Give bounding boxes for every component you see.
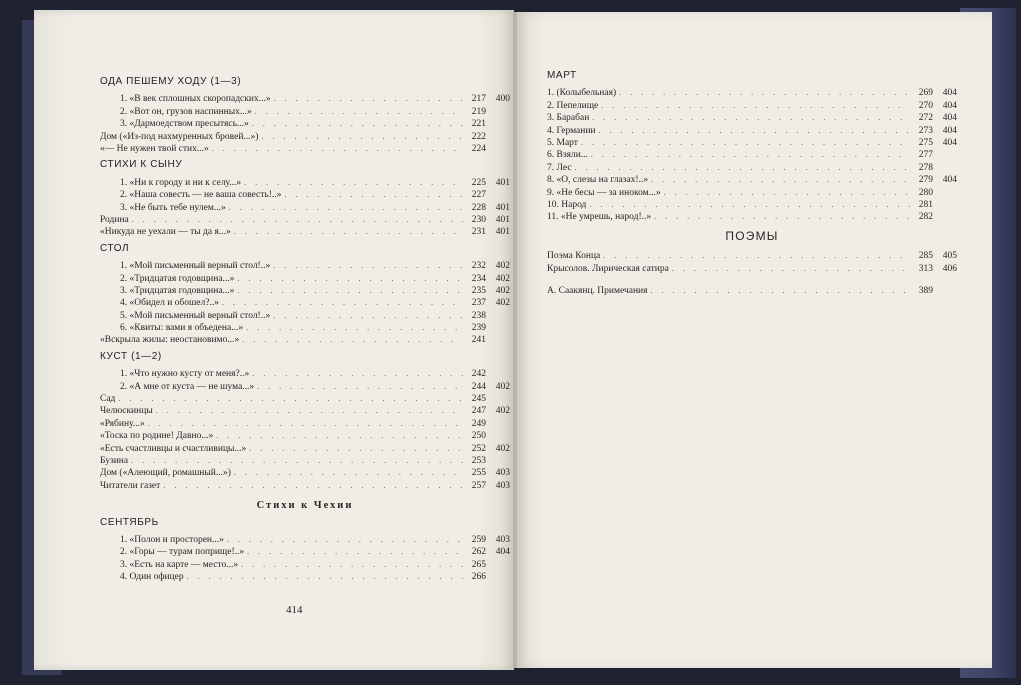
dot-leader: [187, 571, 463, 583]
dot-leader: [148, 418, 463, 430]
page-ref: 266: [471, 572, 486, 583]
notes-page-ref: 404: [942, 113, 957, 124]
page-ref: 225: [471, 177, 486, 188]
notes-page-ref: 402: [495, 406, 510, 417]
entry-title: Крысолов. Лирическая сатира: [547, 263, 669, 274]
dot-leader: [664, 187, 910, 199]
toc-entry: [100, 480, 510, 492]
entry-title: 4. «Обидел и обошел?..»: [120, 298, 219, 309]
entry-title: 2. Пепелище: [547, 100, 599, 111]
dot-leader: [237, 273, 463, 285]
page-ref: 253: [471, 456, 486, 466]
notes-page-ref: 403: [495, 468, 510, 479]
page-ref: 230: [471, 214, 486, 225]
toc-entry: [100, 189, 510, 201]
notes-page-ref: 406: [942, 263, 957, 274]
page-ref: 237: [471, 298, 486, 309]
toc-entry: [547, 211, 957, 223]
page-ref: 227: [471, 190, 486, 201]
notes-page-ref: 404: [495, 547, 510, 558]
entry-title: Поэма Конца: [547, 251, 601, 262]
page-ref: 278: [918, 162, 933, 173]
dot-leader: [241, 559, 463, 571]
toc-entry: [100, 559, 510, 571]
dot-leader: [575, 162, 910, 174]
entry-title: «Рябину...»: [100, 418, 145, 429]
toc-entry: [100, 571, 510, 583]
notes-page-ref: 404: [942, 88, 957, 99]
page-ref: 219: [471, 106, 486, 117]
page-ref: 272: [918, 113, 933, 124]
page-ref: 282: [918, 212, 933, 223]
toc-entry: [547, 149, 957, 161]
page-ref: 270: [918, 100, 933, 111]
left-contents-column: [100, 72, 510, 584]
notes-page-ref: 404: [942, 100, 957, 111]
notes-page-ref: 402: [495, 381, 510, 392]
dot-leader: [672, 263, 910, 275]
entry-title: 2. «А мне от куста — не шума...»: [120, 381, 255, 392]
toc-entry: [100, 260, 510, 272]
dot-leader: [244, 177, 463, 189]
page-ref: 313: [918, 263, 933, 274]
dot-leader: [273, 310, 463, 322]
notes-page-ref: 403: [495, 480, 510, 491]
toc-entry: [547, 162, 957, 174]
entry-title: 10. Народ: [547, 199, 587, 210]
page-ref: 275: [918, 137, 933, 148]
toc-entry: [100, 131, 510, 143]
left-page: [34, 10, 514, 670]
notes-page-ref: 404: [942, 125, 957, 136]
dot-leader: [131, 455, 463, 467]
toc-entry: [100, 546, 510, 558]
entry-title: «Вскрыла жилы: неостановимо...»: [100, 335, 240, 346]
dot-leader: [212, 143, 463, 155]
page-ref: 262: [471, 547, 486, 558]
entry-title: 2. «Вот он, грузов наспинных...»: [120, 106, 252, 117]
dot-leader: [242, 334, 463, 346]
dot-leader: [252, 368, 463, 380]
toc-entry: [100, 214, 510, 226]
toc-entry: [547, 174, 957, 186]
toc-entry: [100, 143, 510, 155]
notes-page-ref: 401: [495, 202, 510, 213]
dot-leader: [246, 322, 463, 334]
entry-title: 3. «Есть на карте — место...»: [120, 559, 239, 570]
toc-entry: [547, 285, 957, 297]
notes-page-ref: 402: [495, 273, 510, 284]
section-heading: СТИХИ К СЫНУ: [100, 159, 183, 171]
toc-entry: [100, 334, 510, 346]
entry-title: Дом («Алеющий, ромашный...»): [100, 468, 231, 479]
dot-leader: [589, 199, 910, 211]
page-ref: 273: [918, 125, 933, 136]
dot-leader: [216, 430, 463, 442]
dot-leader: [163, 480, 463, 492]
entry-title: Челюскинцы: [100, 406, 153, 417]
entry-title: 1. «Ни к городу и ни к селу...»: [120, 177, 242, 188]
section-heading: МАРТ: [547, 70, 577, 81]
section-heading: СТОЛ: [100, 242, 130, 254]
notes-page-ref: 402: [495, 285, 510, 296]
page-ref: 222: [471, 131, 486, 142]
page-ref: 241: [471, 335, 486, 346]
page-ref: 279: [918, 175, 933, 186]
toc-entry: [547, 125, 957, 137]
toc-entry: [547, 250, 957, 262]
dot-leader: [261, 131, 463, 143]
notes-page-ref: 403: [495, 534, 510, 545]
dot-leader: [227, 534, 463, 546]
toc-entry: [100, 297, 510, 309]
page-ref: 255: [471, 468, 486, 479]
page-ref: 221: [471, 119, 486, 130]
entry-title: Родина: [100, 214, 129, 225]
page-ref: 249: [471, 418, 486, 429]
section-gap: [547, 275, 957, 285]
toc-entry: [547, 187, 957, 199]
toc-entry: [100, 455, 510, 467]
page-ref: 389: [918, 285, 933, 296]
page-ref: 259: [471, 534, 486, 545]
notes-page-ref: 402: [495, 298, 510, 309]
toc-entry: [100, 418, 510, 430]
toc-entry: [100, 430, 510, 442]
entry-title: 5. Март: [547, 137, 578, 148]
toc-entry: [547, 112, 957, 124]
toc-entry: [547, 199, 957, 211]
dot-leader: [619, 87, 910, 99]
dot-leader: [284, 189, 463, 201]
section-heading: Стихи к Чехии: [256, 500, 354, 512]
toc-entry: [100, 310, 510, 322]
notes-page-ref: 400: [495, 94, 510, 105]
entry-title: 2. «Тридцатая годовщина...»: [120, 273, 235, 284]
right-contents-column: [547, 66, 957, 297]
page-ref: 232: [471, 261, 486, 272]
page-ref: 245: [471, 394, 486, 405]
dot-leader: [601, 100, 910, 112]
dot-leader: [654, 211, 910, 223]
dot-leader: [249, 443, 463, 455]
toc-entry: [100, 106, 510, 118]
dot-leader: [592, 112, 910, 124]
toc-entry: [547, 137, 957, 149]
page-ref: 244: [471, 381, 486, 392]
entry-title: 3. «Дармоедством пресытясь...»: [120, 119, 249, 130]
notes-page-ref: 401: [495, 177, 510, 188]
entry-title: 1. «Мой письменный верный стол!..»: [120, 261, 271, 272]
notes-page-ref: 402: [495, 261, 510, 272]
page-ref: 257: [471, 480, 486, 491]
toc-entry: [100, 467, 510, 479]
dot-leader: [234, 467, 463, 479]
page-ref: 277: [918, 150, 933, 161]
section-heading: КУСТ (1—2): [100, 350, 162, 362]
dot-leader: [591, 149, 910, 161]
entry-title: 2. «Горы — турам поприще!..»: [120, 547, 245, 558]
right-page: [517, 12, 992, 668]
entry-title: 3. «Тридцатая годовщина...»: [120, 285, 235, 296]
entry-title: «Есть счастливцы и счастливицы...»: [100, 443, 247, 454]
toc-entry: [100, 405, 510, 417]
toc-entry: [547, 100, 957, 112]
entry-title: 1. «В век сплошных скоропадских...»: [120, 94, 271, 105]
entry-title: Бузина: [100, 456, 129, 466]
page-ref: 280: [918, 187, 933, 198]
entry-title: «Никуда не уехали — ты да я...»: [100, 227, 231, 238]
toc-entry: [100, 368, 510, 380]
entry-title: «— Не нужен твой стих...»: [100, 143, 209, 154]
entry-title: 1. «Полон и просторен...»: [120, 534, 224, 545]
entry-title: 7. Лес: [547, 162, 572, 173]
notes-page-ref: 402: [495, 443, 510, 454]
page-ref: 231: [471, 227, 486, 238]
toc-entry: [100, 534, 510, 546]
entry-title: 9. «Не бесы — за иноком...»: [547, 187, 661, 198]
dot-leader: [222, 297, 463, 309]
entry-title: 4. Германии: [547, 125, 596, 136]
page-ref: 238: [471, 310, 486, 321]
notes-page-ref: 401: [495, 227, 510, 238]
section-heading: ОДА ПЕШЕМУ ХОДУ (1—3): [100, 76, 242, 87]
entry-title: 1. (Колыбельная): [547, 88, 617, 99]
entry-title: 6. Взяли...: [547, 150, 588, 161]
notes-page-ref: 405: [942, 251, 957, 262]
entry-title: 3. «Не быть тебе нулем...»: [120, 202, 226, 213]
notes-page-ref: 404: [942, 137, 957, 148]
page-ref: 239: [471, 323, 486, 334]
dot-leader: [603, 250, 910, 262]
page-ref: 224: [471, 143, 486, 154]
toc-entry: [100, 285, 510, 297]
toc-entry: [100, 381, 510, 393]
toc-entry: [547, 263, 957, 275]
page-ref: 247: [471, 406, 486, 417]
section-heading: СЕНТЯБРЬ: [100, 516, 159, 528]
dot-leader: [234, 226, 463, 238]
dot-leader: [273, 260, 463, 272]
page-number: 414: [286, 604, 303, 616]
toc-entry: [100, 322, 510, 334]
entry-title: Дом («Из-под нахмуренных бровей...»): [100, 131, 259, 142]
toc-entry: [100, 118, 510, 130]
dot-leader: [274, 93, 463, 105]
page-ref: 265: [471, 559, 486, 570]
entry-title: «Тоска по родине! Давно...»: [100, 431, 214, 442]
page-ref: 252: [471, 443, 486, 454]
entry-title: Сад: [100, 394, 116, 405]
dot-leader: [651, 174, 910, 186]
toc-entry: [100, 443, 510, 455]
dot-leader: [229, 202, 463, 214]
toc-entry: [100, 93, 510, 105]
dot-leader: [156, 405, 463, 417]
toc-entry: [547, 87, 957, 99]
dot-leader: [255, 106, 463, 118]
dot-leader: [581, 137, 910, 149]
dot-leader: [252, 118, 463, 130]
page-ref: 228: [471, 202, 486, 213]
dot-leader: [257, 381, 463, 393]
dot-leader: [118, 393, 463, 405]
page-ref: 285: [918, 251, 933, 262]
page-ref: 217: [471, 94, 486, 105]
entry-title: А. Саакянц. Примечания: [547, 285, 648, 296]
section-heading: ПОЭМЫ: [725, 228, 779, 243]
entry-title: 3. Барабан: [547, 113, 590, 124]
dot-leader: [132, 214, 463, 226]
page-ref: 281: [918, 199, 933, 210]
page-ref: 250: [471, 431, 486, 442]
entry-title: Читатели газет: [100, 480, 161, 491]
entry-title: 5. «Мой письменный верный стол!..»: [120, 310, 271, 321]
dot-leader: [247, 546, 463, 558]
page-ref: 242: [471, 369, 486, 380]
entry-title: 6. «Квиты: вами я объедена...»: [120, 323, 244, 334]
dot-leader: [599, 125, 910, 137]
entry-title: 4. Один офицер: [120, 572, 184, 583]
page-ref: 235: [471, 285, 486, 296]
toc-entry: [100, 177, 510, 189]
toc-entry: [100, 393, 510, 405]
entry-title: 11. «Не умрешь, народ!..»: [547, 212, 652, 223]
dot-leader: [237, 285, 463, 297]
page-ref: 234: [471, 273, 486, 284]
notes-page-ref: 404: [942, 175, 957, 186]
toc-entry: [100, 273, 510, 285]
notes-page-ref: 401: [495, 214, 510, 225]
page-ref: 269: [918, 88, 933, 99]
entry-title: 2. «Наша совесть — не ваша совесть!..»: [120, 190, 282, 201]
toc-entry: [100, 226, 510, 238]
toc-entry: [100, 202, 510, 214]
entry-title: 8. «О, слезы на глазах!..»: [547, 175, 649, 186]
entry-title: 1. «Что нужно кусту от меня?..»: [120, 369, 250, 380]
dot-leader: [651, 285, 910, 297]
